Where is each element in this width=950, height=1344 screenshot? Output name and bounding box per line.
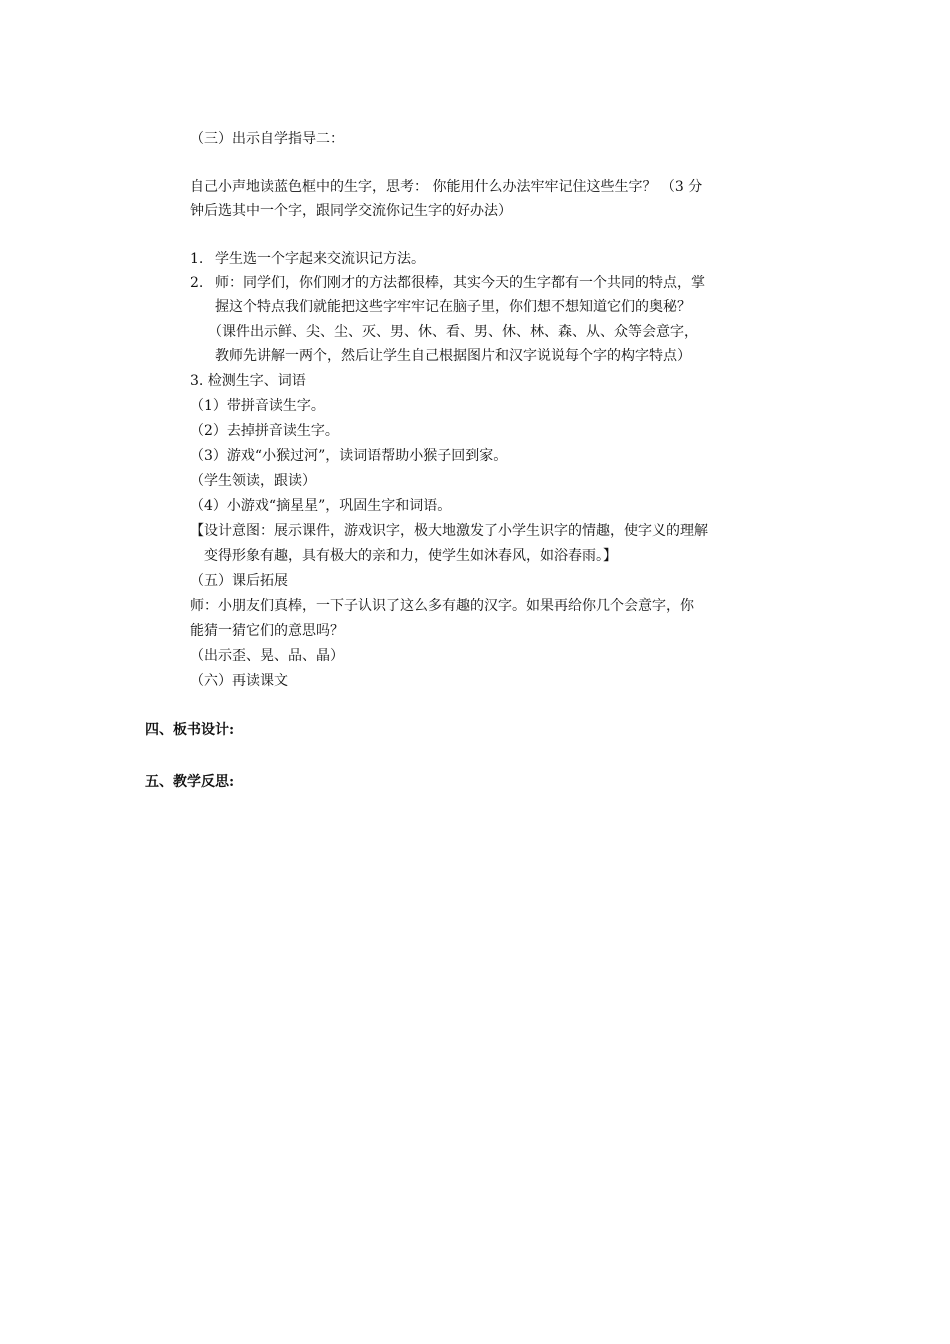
item-2-number: 2.: [190, 275, 204, 291]
guide-text-line-1: 自己小声地读蓝色框中的生字，思考： 你能用什么办法牢牢记住这些生字？ （3 分: [190, 179, 703, 195]
heading-teaching-reflection: 五、教学反思:: [145, 774, 235, 790]
design-intent-line-1: 【设计意图：展示课件，游戏识字，极大地激发了小学生识字的情趣，使字义的理解: [190, 523, 708, 539]
sub-item-1: （1）带拼音读生字。: [190, 398, 325, 414]
sub-item-3-note: （学生领读，跟读）: [190, 473, 316, 489]
item-2-line-2: 握这个特点我们就能把这些字牢牢记在脑子里，你们想不想知道它们的奥秘？: [215, 299, 691, 315]
item-2-line-3: （课件出示鲜、尖、尘、灭、男、休、看、男、休、林、森、从、众等会意字，: [208, 324, 698, 340]
sub-item-4: （4）小游戏“摘星星”，巩固生字和词语。: [190, 498, 452, 514]
guide-text-line-2: 钟后选其中一个字，跟同学交流你记生字的好办法）: [190, 203, 512, 219]
extension-note: （出示歪、晃、品、晶）: [190, 648, 344, 664]
section-6-title: （六）再读课文: [190, 673, 288, 689]
item-2-line-1: 师：同学们，你们刚才的方法都很棒，其实今天的生字都有一个共同的特点，掌: [215, 275, 705, 291]
item-1-text: 学生选一个字起来交流识记方法。: [215, 251, 425, 267]
extension-line-1: 师：小朋友们真棒，一下子认识了这么多有趣的汉字。如果再给你几个会意字，你: [190, 598, 694, 614]
item-3-heading: 3. 检测生字、词语: [190, 373, 306, 389]
design-intent-line-2: 变得形象有趣，具有极大的亲和力，使学生如沐春风，如浴春雨。】: [204, 548, 617, 564]
section-3-title: （三）出示自学指导二：: [190, 131, 344, 147]
sub-item-2: （2）去掉拼音读生字。: [190, 423, 339, 439]
heading-board-design: 四、板书设计:: [145, 722, 235, 738]
section-5-title: （五）课后拓展: [190, 573, 288, 589]
item-2-line-4: 教师先讲解一两个，然后让学生自己根据图片和汉字说说每个字的构字特点）: [215, 348, 691, 364]
sub-item-3: （3）游戏“小猴过河”，读词语帮助小猴子回到家。: [190, 448, 508, 464]
item-1-number: 1.: [190, 251, 204, 267]
extension-line-2: 能猜一猜它们的意思吗？: [190, 623, 344, 639]
